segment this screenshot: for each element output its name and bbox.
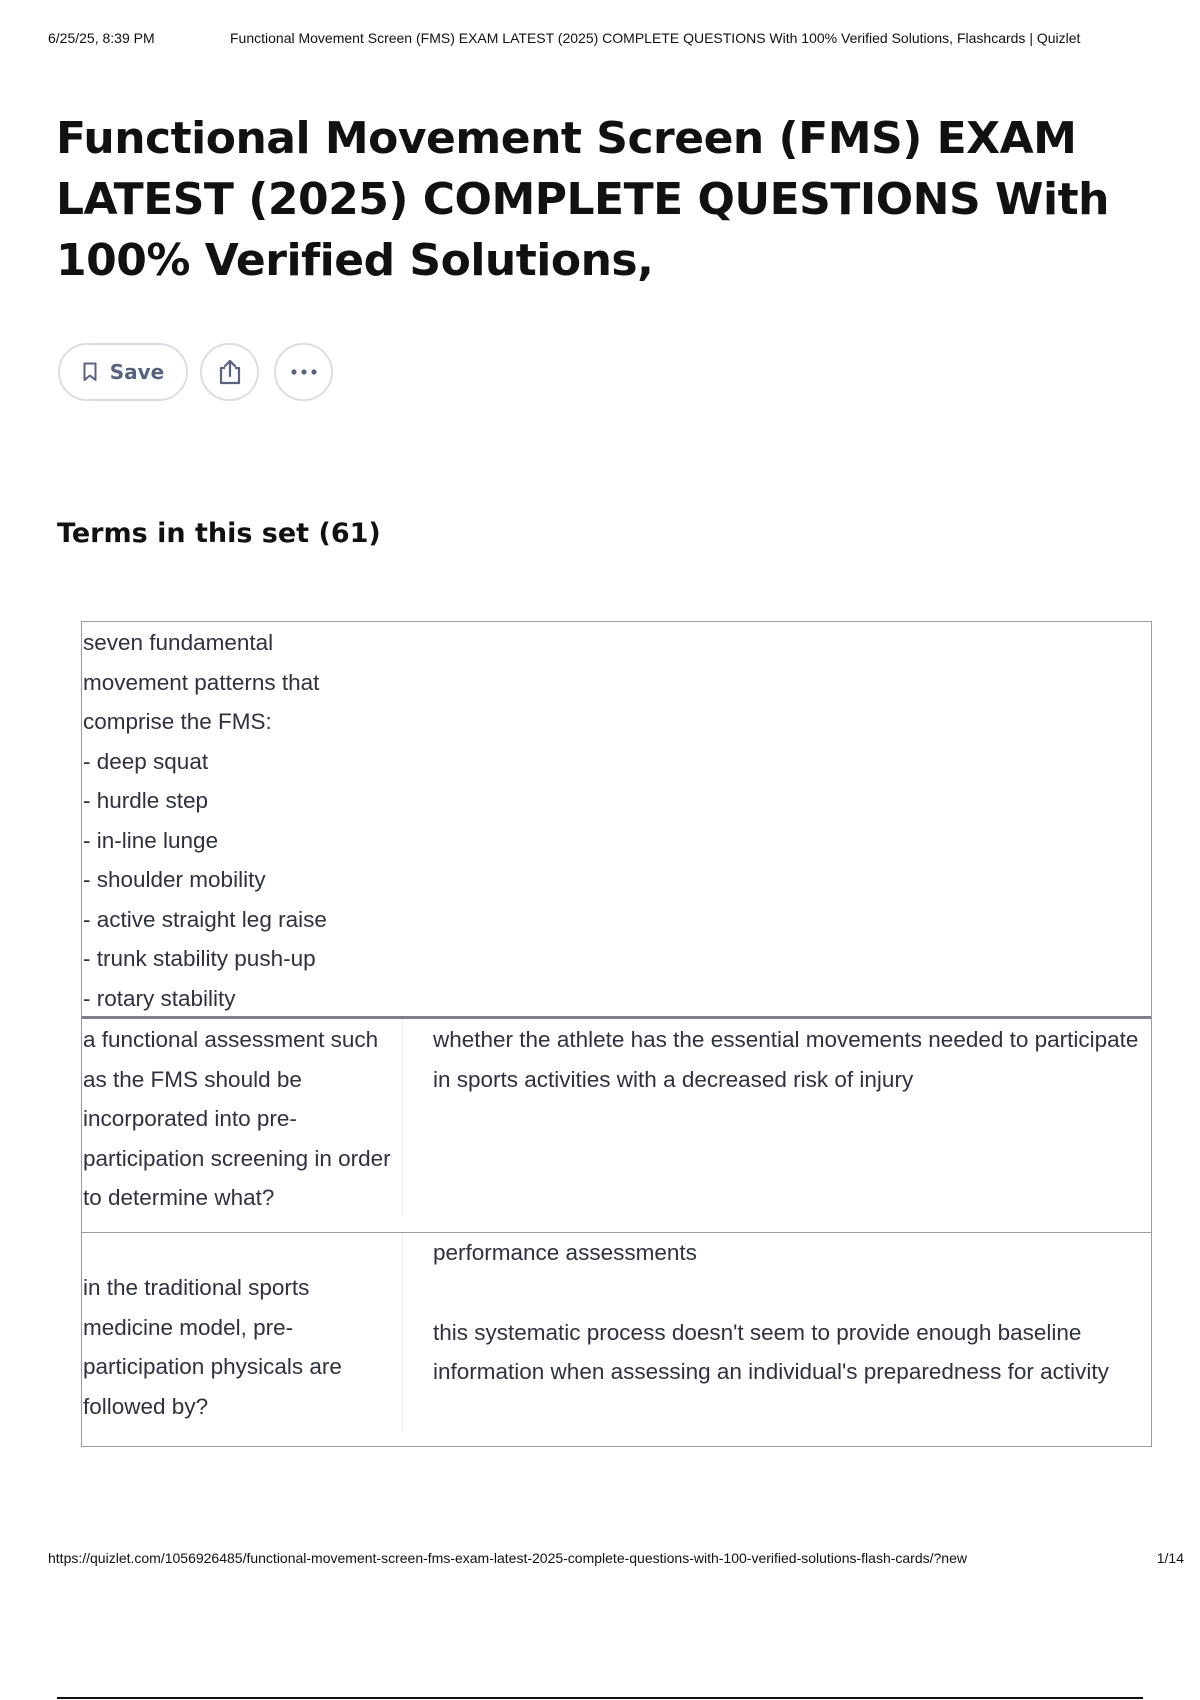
print-date: 6/25/25, 8:39 PM <box>48 30 155 46</box>
term-line: - hurdle step <box>83 788 209 813</box>
save-button[interactable] <box>58 343 188 401</box>
term-cell: in the traditional sports medicine model, pre-participation physicals are followed by? <box>83 1275 342 1419</box>
term-line: comprise the FMS: <box>83 709 272 734</box>
term-cell <box>82 622 1151 1016</box>
save-button-label: Save <box>109 360 165 384</box>
share-button[interactable] <box>200 343 259 401</box>
terms-table <box>81 621 1152 1447</box>
page-divider <box>57 1697 1143 1699</box>
term-cell: a functional assessment such as the FMS should be incorporated into pre-participation screening in order to determine what? <box>83 1027 391 1210</box>
definition-paragraph: this systematic process doesn't seem to provide enough baseline information when assessing an individual's preparedness for activity <box>433 1319 1109 1384</box>
more-icon <box>290 368 318 376</box>
term-line: - active straight leg raise <box>83 906 327 932</box>
print-document-title: Functional Movement Screen (FMS) EXAM LATEST (2025) COMPLETE QUESTIONS With 100% Verified Solutions, Flashcards | Quizlet <box>230 30 1081 46</box>
term-line: - rotary stability <box>83 985 236 1011</box>
term-line: - trunk stability push-up <box>83 946 316 971</box>
more-options-button[interactable] <box>274 343 333 401</box>
share-icon <box>217 358 243 386</box>
bookmark-icon <box>82 362 98 382</box>
terms-heading: Terms in this set (61) <box>57 518 381 549</box>
term-row[interactable] <box>82 622 1151 1019</box>
definition-cell <box>402 1233 1151 1430</box>
term-line: - deep squat <box>83 748 209 774</box>
term-line: seven fundamental <box>83 630 274 655</box>
print-header <box>48 30 1180 50</box>
term-row[interactable] <box>82 1233 1151 1446</box>
term-line: - shoulder mobility <box>83 867 266 892</box>
term-line: - in-line lunge <box>83 827 219 853</box>
print-url: https://quizlet.com/1056926485/functional-movement-screen-fms-exam-latest-2025-complete-questions-with-100-verified-solutions-flash-cards/?new <box>48 1550 967 1566</box>
definition-paragraph: performance assessments <box>433 1240 697 1265</box>
term-row[interactable] <box>82 1019 1151 1233</box>
term-line: movement patterns that <box>83 669 320 695</box>
page-title: Functional Movement Screen (FMS) EXAM LATEST (2025) COMPLETE QUESTIONS With 100% Verified Solutions, <box>56 113 1109 286</box>
page-number: 1/14 <box>1156 1550 1184 1566</box>
definition-cell: whether the athlete has the essential movements needed to participate in sports activities with a decreased risk of injury <box>402 1019 1151 1216</box>
